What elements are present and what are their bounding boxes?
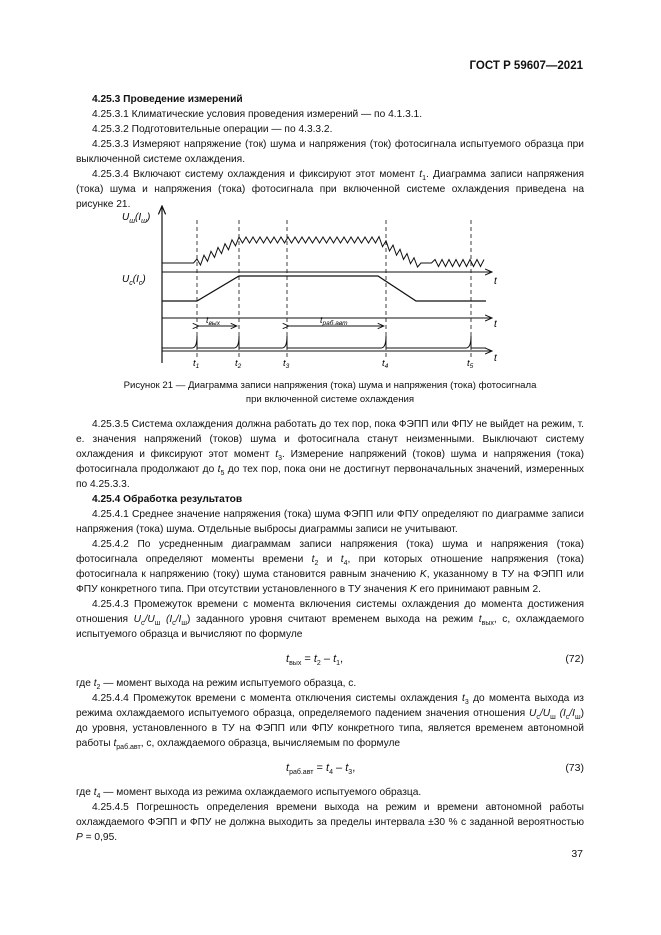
t4-label: $t_4$	[382, 358, 389, 370]
paragraph: 4.25.3.3 Измеряют напряжение (ток) шума и напряжения (ток) фотосигнала испытуемого образца при выключенной системе охлаждения.	[76, 139, 584, 165]
paragraph: 4.25.4.1 Среднее значение напряжения (тока) шума ФЭПП или ФПУ определяют по диаграмме записи напряжения (тока) шума. Отдельные выбросы диаграммы записи не учитывают.	[76, 509, 584, 535]
formula-number: (73)	[565, 762, 584, 774]
formula-number: (72)	[565, 653, 584, 665]
noise-curve	[162, 237, 484, 267]
timing-diagram	[100, 200, 560, 372]
t-rab-label: $t_{раб.авт}$	[320, 315, 348, 327]
formula-73: $t_{раб.авт} = t_4 - t_3$, (73)	[286, 762, 584, 777]
paragraph: 4.25.4.2 По усредненным диаграммам записи напряжения (тока) шума и напряжения (тока) фотосигнала определяют моменты времени $t_2$ и $t_4$, при которых отношение напряжения (тока) фотосигнала к напряжению (току) шума становится равным значению K, указанному в ТУ на ФЭПП или ФПУ конкретного типа. При отсутствии установленного в ТУ значения K его принимают равным 2.	[76, 539, 584, 595]
paragraph: 4.25.4.3 Промежуток времени с момента включения системы охлаждения до момента достижения отношения $U_с/U_ш$ $(I_с/I_ш)$ заданного уровня считают временем выхода на режим $t_{вых}$, с, охлаждаемого испытуемого образца и вычисляют по формуле	[76, 599, 584, 640]
t2-label: $t_2$	[235, 358, 242, 370]
paragraph: 4.25.3.1 Климатические условия проведения измерений — по 4.1.3.1.	[92, 109, 423, 120]
paragraph: 4.25.3.5 Система охлаждения должна работать до тех пор, пока ФЭПП или ФПУ не выйдет на режим, т. е. значения напряжений (токов) шума и фотосигнала станут неизменными. Выключают систему охлаждения и фиксируют этот момент $t_3$. Измерение напряжений (токов) шума и напряжения (тока) фотосигнала продолжают до $t_5$ до тех пор, пока они не достигнут первоначальных значений, измеренных по 4.25.3.3.	[76, 419, 585, 490]
t5-label: $t_5$	[467, 358, 474, 370]
paragraph: 4.25.3.2 Подготовительные операции — по 4.3.3.2.	[92, 124, 333, 135]
time-marker-lines	[197, 220, 471, 360]
axis-t-label: t	[494, 353, 497, 364]
signal-curve	[162, 276, 486, 301]
formula-72: $t_{вых} = t_2 - t_1$, (72)	[286, 653, 584, 668]
section-title: 4.25.3 Проведение измерений	[92, 94, 243, 105]
t1-label: $t_1$	[193, 358, 200, 370]
axis-t-label: t	[494, 319, 497, 330]
paragraph: 4.25.4.4 Промежуток времени с момента отключения системы охлаждения $t_3$ до момента выхода из режима охлаждаемого испытуемого образца, определяемого падением значения отношения $U_с/U_ш$ $(I_с/I_ш)$ до уровня, установленного в ТУ на ФЭПП или ФПУ конкретного типа, является временем автономной работы $t_{раб.авт}$, с, охлаждаемого образца, вычисляемым по формуле	[76, 693, 584, 752]
section-4-25-3	[76, 92, 584, 212]
paragraph: 4.25.4.5 Погрешность определения времени выхода на режим и времени автономной работы охлаждаемого ФЭПП и ФПУ не должна выходить за пределы интервала ±30 % с заданной вероятностью P = 0,95.	[76, 802, 584, 843]
paragraph: где $t_4$ — момент выхода из режима охлаждаемого испытуемого образца.	[76, 787, 422, 801]
signal-axis-label: $U_с(I_с)$	[122, 274, 146, 287]
t3-label: $t_3$	[283, 358, 290, 370]
figure-21-diagram	[100, 200, 560, 372]
noise-axis-label: $U_ш(I_ш)$	[122, 212, 151, 225]
page-number: 37	[571, 848, 583, 860]
section-4-25-4	[76, 417, 584, 845]
standard-header: ГОСТ Р 59607—2021	[469, 60, 583, 72]
figure-caption: Рисунок 21 — Диаграмма записи напряжения (тока) шума и напряжения (тока) фотосигнала при включенной системе охлаждения	[123, 380, 537, 405]
t-vyh-label: $t_{вых}$	[206, 315, 220, 327]
time-marker-pulses	[162, 336, 486, 348]
section-title: 4.25.4 Обработка результатов	[92, 494, 243, 505]
paragraph: 4.25.3.4 Включают систему охлаждения и фиксируют этот момент $t_1$. Диаграмма записи напряжения (тока) шума и напряжения (тока) фотосигнала при включенной системе охлаждения приведена на рисунке 21.	[76, 169, 584, 210]
axis-t-label: t	[494, 276, 497, 287]
paragraph: где $t_2$ — момент выхода на режим испытуемого образца, с.	[76, 678, 357, 692]
